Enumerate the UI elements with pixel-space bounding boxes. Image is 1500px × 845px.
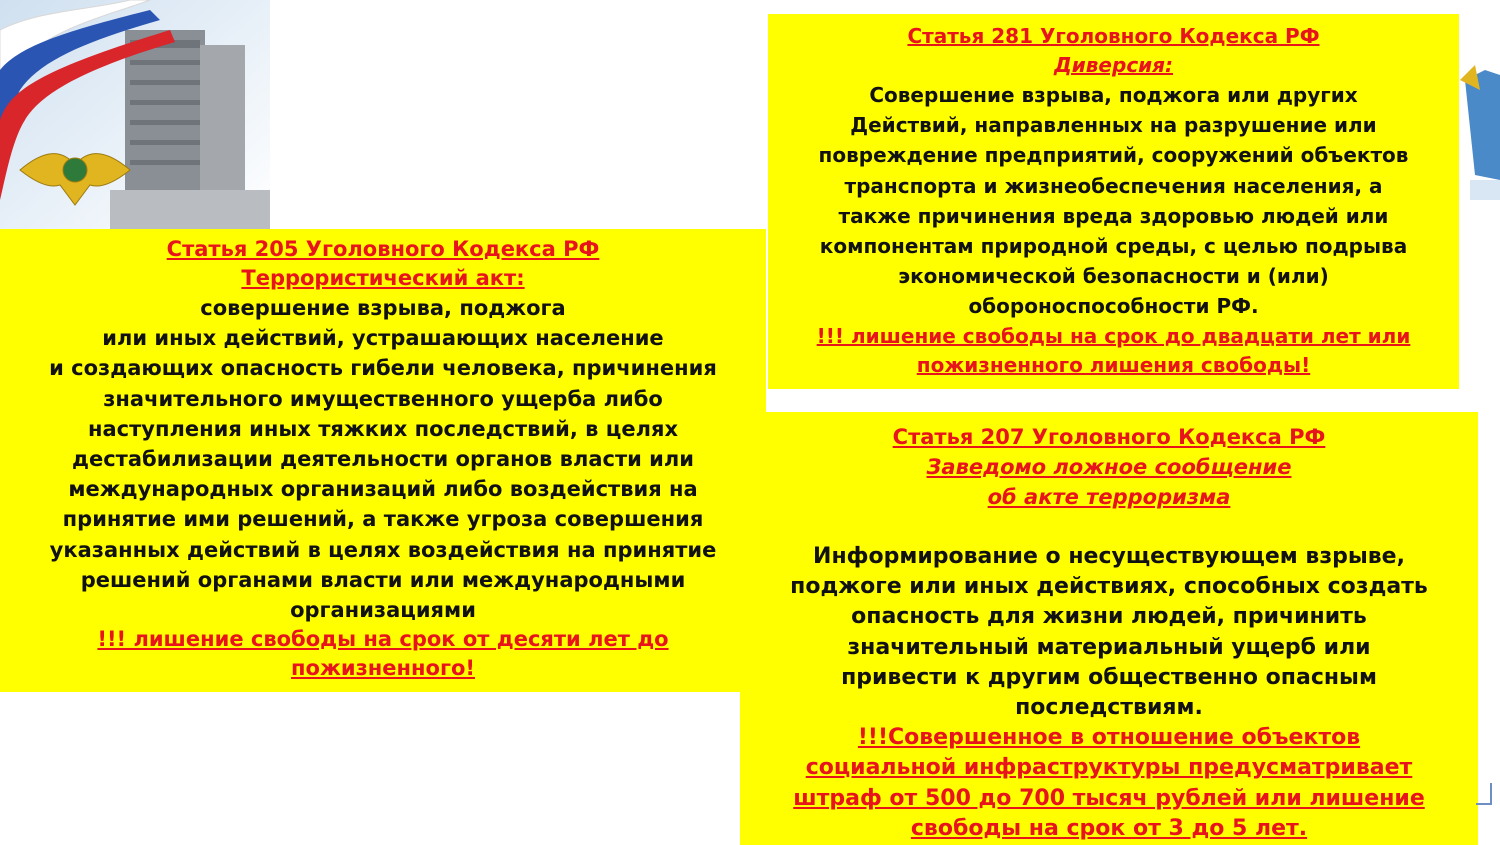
article-207-body-line: опасность для жизни людей, причинить [851,604,1367,630]
article-207-penalty: социальной инфраструктуры предусматривает [805,755,1413,781]
article-207-penalty: штраф от 500 до 700 тысяч рублей или лишение [793,785,1425,811]
article-205-body-line: принятие ими решений, а также угроза совершения [62,507,704,532]
article-207-body-line: Информирование о несуществующем взрыве, [813,544,1405,569]
article-205-penalty: !!! лишение свободы на срок от десяти лет до [97,627,669,652]
article-205-body-line: международных организаций либо воздействия на [68,477,698,502]
article-205-body-line: совершение взрыва, поджога [200,296,566,320]
article-281-title: Статья 281 Уголовного Кодекса РФ [907,24,1320,48]
article-281-body-line: обороноспособности РФ. [968,294,1259,319]
article-281-box [768,14,1459,389]
article-205-penalty: пожизненного! [291,656,475,681]
article-207-penalty: !!!Совершенное в отношение объектов [857,725,1361,751]
article-281-body-line: экономической безопасности и (или) [898,264,1329,289]
article-281-subtitle: Диверсия: [1053,53,1174,77]
corner-decoration [1476,783,1492,805]
article-205-body-line: решений органами власти или международными [80,567,686,592]
article-205-title: Статья 205 Уголовного Кодекса РФ [166,237,600,261]
article-205-body-line: значительного имущественного ущерба либо [103,386,663,411]
article-205-body-line: наступления иных тяжких последствий, в целях [88,416,678,441]
article-207-subtitle: Заведомо ложное сообщение [926,455,1292,479]
article-281-body-line: Действий, направленных на разрушение или [850,113,1377,138]
article-205-subtitle: Террористический акт: [241,266,525,290]
article-207-body-line: поджоге или иных действиях, способных создать [790,574,1428,600]
article-281-penalty: !!! лишение свободы на срок до двадцати лет или [816,323,1411,348]
article-207-penalty: свободы на срок от 3 до 5 лет. [910,815,1308,841]
article-207-subtitle: об акте терроризма [987,485,1231,509]
article-205-body-line: или иных действий, устрашающих население [102,326,664,351]
article-207-box [740,412,1478,845]
article-205-body-line: и создающих опасность гибели человека, причинения [49,356,717,381]
header-illustration [0,0,270,230]
article-281-body-line: транспорта и жизнеобеспечения населения, а [844,173,1383,198]
article-281-body-line: Совершение взрыва, поджога или других [869,83,1358,107]
article-205-body-line: дестабилизации деятельности органов власти или [72,447,694,472]
article-207-title: Статья 207 Уголовного Кодекса РФ [892,425,1326,449]
article-205-box [0,229,766,692]
article-207-body-line: значительный материальный ущерб или [847,634,1371,660]
article-205-body-line: организациями [290,598,476,623]
right-emblem-fragment [1455,60,1500,210]
article-281-penalty: пожизненного лишения свободы! [916,352,1311,377]
article-207-body-line: последствиям. [1015,695,1203,721]
article-281-body-line: повреждение предприятий, сооружений объектов [818,143,1409,168]
article-281-body-line: компонентам природной среды, с целью подрыва [819,234,1408,259]
article-205-body-line: указанных действий в целях воздействия на принятие [49,537,717,562]
article-207-body-line: привести к другим общественно опасным [841,664,1377,690]
article-281-body-line: также причинения вреда здоровью людей или [838,203,1389,228]
